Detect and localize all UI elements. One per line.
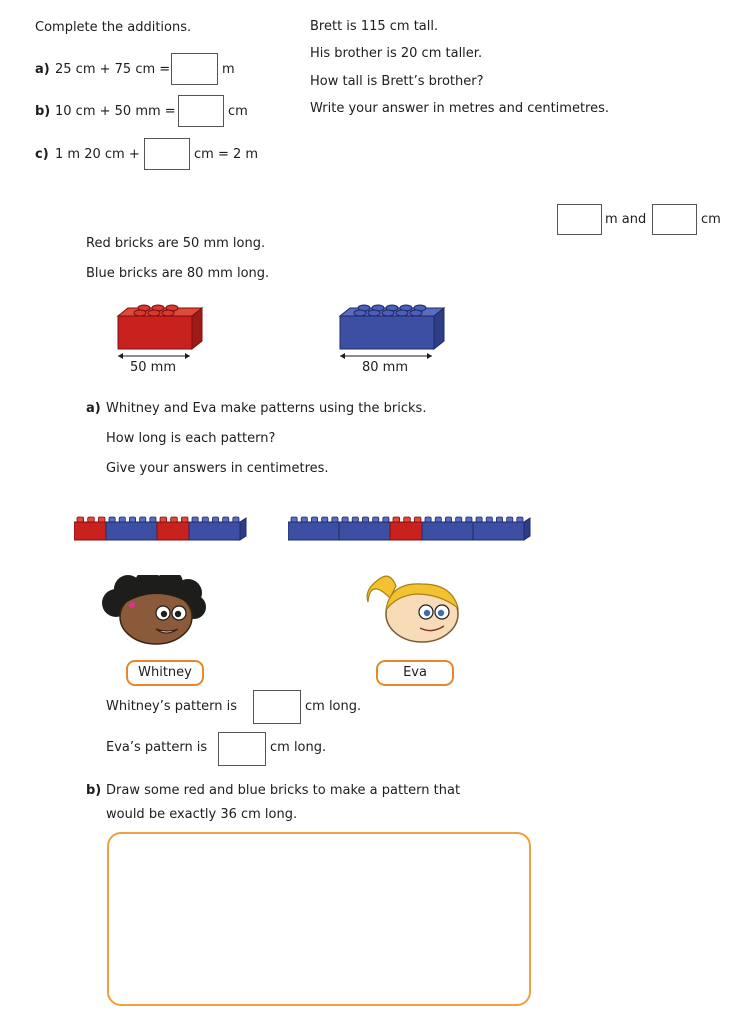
whitney-name-tag: Whitney — [126, 660, 204, 686]
q1-title: Complete the additions. — [35, 20, 192, 35]
q2-line-4: Write your answer in metres and centimetres. — [310, 101, 610, 116]
q3a-line-3: Give your answers in centimetres. — [106, 461, 329, 476]
eva-brick-red — [390, 517, 422, 540]
whitney-pattern-end — [240, 518, 246, 540]
q1b-answer-box[interactable] — [178, 95, 224, 127]
q1a-label: a) — [35, 62, 50, 77]
q1a-unit: m — [222, 62, 235, 77]
q1c-text: 1 m 20 cm + — [55, 147, 140, 162]
eva-answer-box[interactable] — [218, 732, 266, 766]
blue-brick-image — [334, 298, 454, 358]
eva-brick-blue — [473, 517, 524, 540]
q3b-label: b) — [86, 783, 102, 798]
q3b-line-1: Draw some red and blue bricks to make a pattern that — [106, 783, 461, 798]
drawing-answer-area[interactable] — [107, 832, 531, 1006]
whitney-character — [98, 575, 210, 647]
q1b-unit: cm — [228, 104, 248, 119]
q3a-line-1: Whitney and Eva make patterns using the bricks. — [106, 401, 427, 416]
blue-brick-length-label: 80 mm — [362, 360, 409, 375]
q2-metres-box[interactable] — [557, 204, 602, 235]
eva-brick-blue — [422, 517, 473, 540]
q3b-line-2: would be exactly 36 cm long. — [106, 807, 298, 822]
eva-name-tag: Eva — [376, 660, 454, 686]
whitney-brick-blue — [106, 517, 157, 540]
whitney-brick-red — [157, 517, 189, 540]
whitney-answer-text: Whitney’s pattern is — [106, 699, 238, 714]
whitney-brick-pattern — [74, 512, 264, 544]
q3-intro-red: Red bricks are 50 mm long. — [86, 236, 266, 251]
eva-brick-blue — [288, 517, 339, 540]
whitney-brick-red — [74, 517, 106, 540]
red-brick-length-label: 50 mm — [130, 360, 177, 375]
eva-answer-unit: cm long. — [270, 740, 327, 755]
q1b-text: 10 cm + 50 mm = — [55, 104, 176, 119]
q3-intro-blue: Blue bricks are 80 mm long. — [86, 266, 270, 281]
q3a-line-2: How long is each pattern? — [106, 431, 276, 446]
q1a-answer-box[interactable] — [171, 53, 218, 85]
eva-brick-pattern — [288, 512, 548, 544]
whitney-brick-blue — [189, 517, 240, 540]
q1a-text: 25 cm + 75 cm = — [55, 62, 171, 77]
red-brick-image — [112, 298, 212, 358]
q1c-label: c) — [35, 147, 49, 162]
q1c-answer-box[interactable] — [144, 138, 190, 170]
q3a-label: a) — [86, 401, 101, 416]
q2-line-1: Brett is 115 cm tall. — [310, 19, 439, 34]
q1b-label: b) — [35, 104, 51, 119]
q1c-unit: cm = 2 m — [194, 147, 259, 162]
eva-pattern-end — [524, 518, 530, 540]
q2-line-2: His brother is 20 cm taller. — [310, 46, 483, 61]
whitney-answer-unit: cm long. — [305, 699, 362, 714]
q2-metres-unit: m and — [605, 212, 647, 227]
eva-answer-text: Eva’s pattern is — [106, 740, 208, 755]
q2-centimetres-unit: cm — [701, 212, 721, 227]
eva-brick-blue — [339, 517, 390, 540]
q2-line-3: How tall is Brett’s brother? — [310, 74, 484, 89]
q2-centimetres-box[interactable] — [652, 204, 697, 235]
whitney-answer-box[interactable] — [253, 690, 301, 724]
eva-character — [360, 568, 464, 648]
